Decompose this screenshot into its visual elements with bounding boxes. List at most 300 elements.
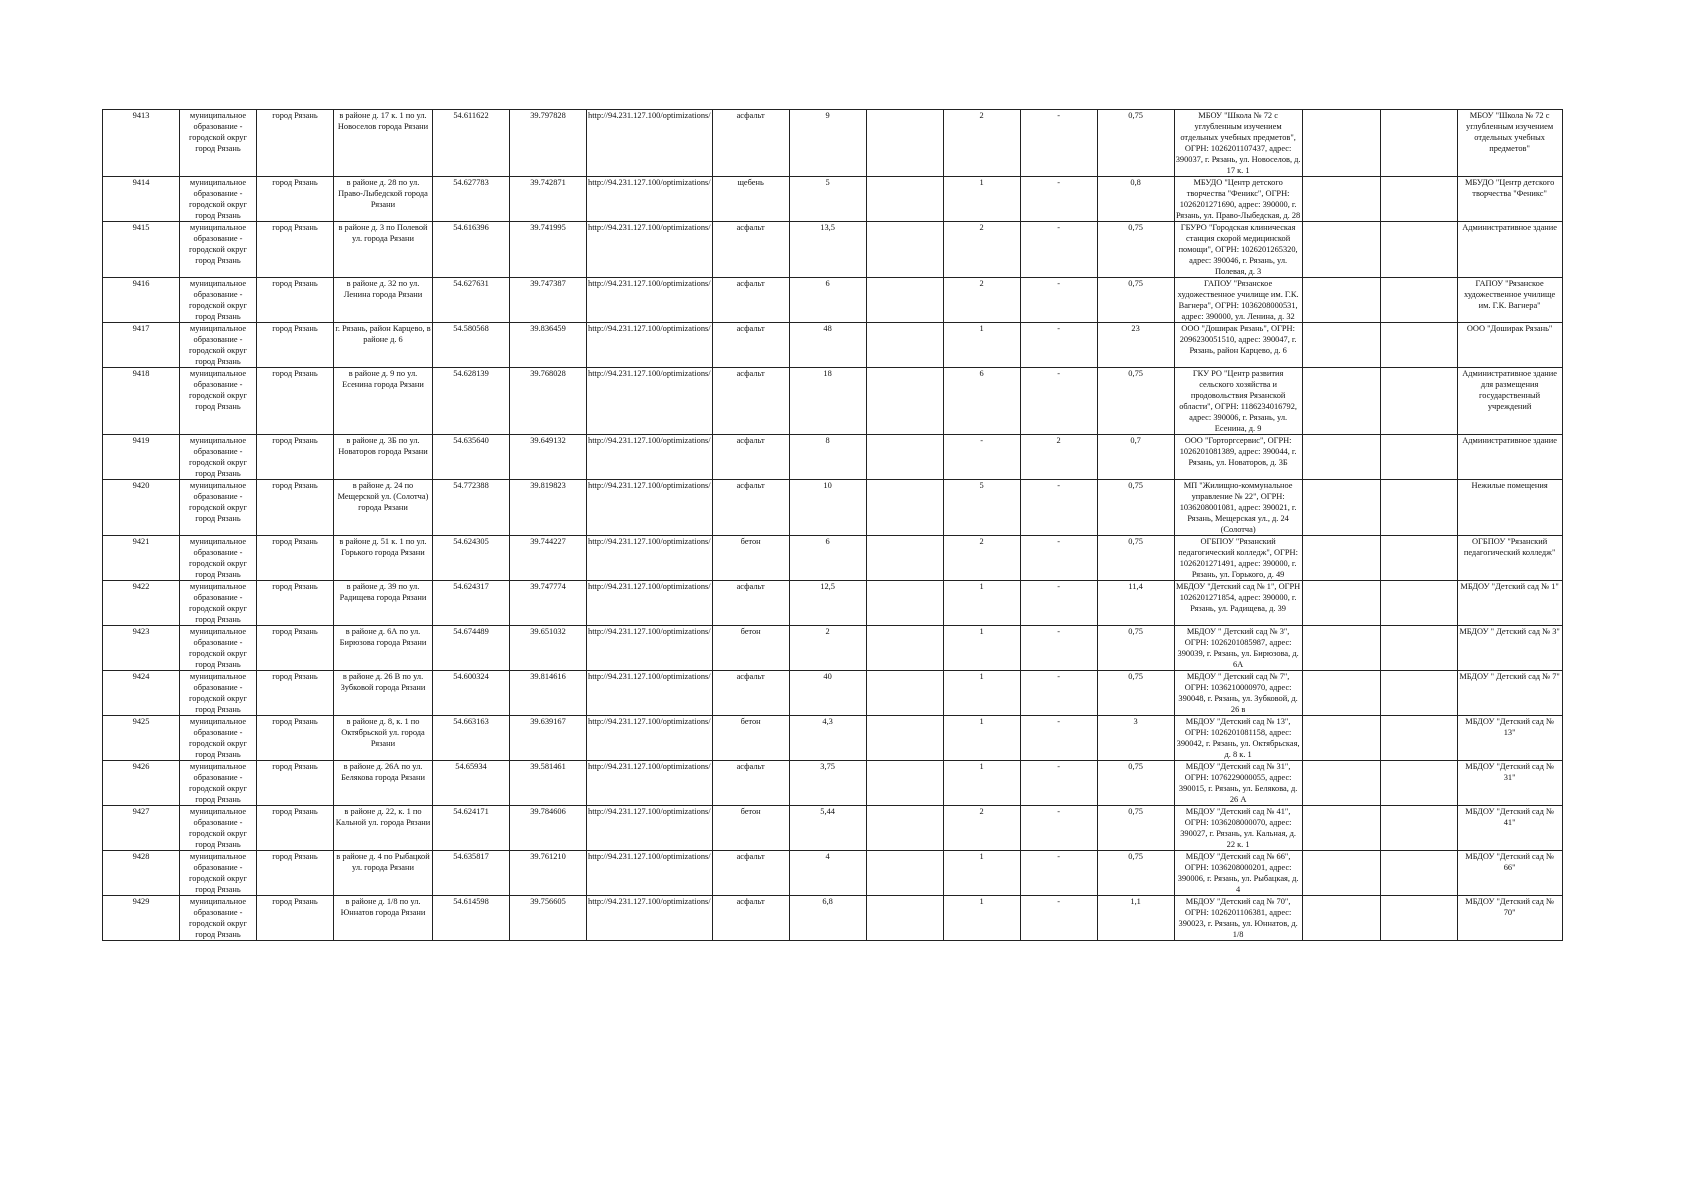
- volume-cell: 0,75: [1097, 480, 1174, 536]
- location-cell: в районе д. 6А по ул. Бирюзова города Рязани: [334, 626, 433, 671]
- empty-cell: [1380, 222, 1457, 278]
- empty-cell: [1302, 671, 1380, 716]
- count-cell: 2: [943, 806, 1020, 851]
- empty-cell: [1380, 896, 1457, 941]
- area-cell: 3,75: [789, 761, 866, 806]
- owner-cell: ГБУРО "Городская клиническая станция скорой медицинской помощи", ОГРН: 1026201265320, адрес: 390046, г. Рязань, ул. Полевая, д. 3: [1174, 222, 1302, 278]
- empty-cell: [1302, 896, 1380, 941]
- row-number: 9416: [103, 278, 180, 323]
- count-cell: 1: [943, 851, 1020, 896]
- empty-cell: [866, 222, 943, 278]
- area-cell: 6,8: [789, 896, 866, 941]
- count-cell: 2: [943, 110, 1020, 177]
- volume-cell: 0,75: [1097, 761, 1174, 806]
- volume-cell: 0,75: [1097, 110, 1174, 177]
- row-number: 9427: [103, 806, 180, 851]
- owner-cell: ОГБПОУ "Рязанский педагогический колледж", ОГРН: 1026201271491, адрес: 390000, г. Рязань, ул. Горького, д. 49: [1174, 536, 1302, 581]
- count-cell: -: [943, 435, 1020, 480]
- empty-cell: [866, 851, 943, 896]
- settlement-cell: город Рязань: [257, 222, 334, 278]
- longitude-cell: 39.797828: [510, 110, 587, 177]
- municipality-cell: муниципальное образование - городской округ город Рязань: [180, 323, 257, 368]
- volume-cell: 0,75: [1097, 222, 1174, 278]
- location-cell: в районе д. 24 по Мещерской ул. (Солотча) города Рязани: [334, 480, 433, 536]
- volume-cell: 3: [1097, 716, 1174, 761]
- municipality-cell: муниципальное образование - городской округ город Рязань: [180, 480, 257, 536]
- source-cell: МБДОУ " Детский сад № 7": [1457, 671, 1562, 716]
- count-cell-2: -: [1020, 177, 1097, 222]
- owner-cell: МБДОУ "Детский сад № 1", ОГРН 1026201271854, адрес: 390000, г. Рязань, ул. Радищева, д. 39: [1174, 581, 1302, 626]
- latitude-cell: 54.674489: [433, 626, 510, 671]
- source-cell: МБДОУ "Детский сад № 31": [1457, 761, 1562, 806]
- surface-cell: асфальт: [712, 110, 789, 177]
- surface-cell: асфальт: [712, 368, 789, 435]
- settlement-cell: город Рязань: [257, 671, 334, 716]
- table-row: [103, 716, 1563, 761]
- longitude-cell: 39.836459: [510, 323, 587, 368]
- area-cell: 9: [789, 110, 866, 177]
- empty-cell: [866, 278, 943, 323]
- area-cell: 4: [789, 851, 866, 896]
- link-cell: http://94.231.127.100/optimizations/: [587, 278, 713, 323]
- link-cell: http://94.231.127.100/optimizations/: [587, 806, 713, 851]
- count-cell-2: -: [1020, 368, 1097, 435]
- source-cell: ООО "Доширак Рязань": [1457, 323, 1562, 368]
- location-cell: в районе д. 26 В по ул. Зубковой города Рязани: [334, 671, 433, 716]
- row-number: 9420: [103, 480, 180, 536]
- surface-cell: бетон: [712, 626, 789, 671]
- empty-cell: [1380, 626, 1457, 671]
- volume-cell: 23: [1097, 323, 1174, 368]
- location-cell: в районе д. 51 к. 1 по ул. Горького города Рязани: [334, 536, 433, 581]
- location-cell: в районе д. 22, к. 1 по Кальной ул. города Рязани: [334, 806, 433, 851]
- municipality-cell: муниципальное образование - городской округ город Рязань: [180, 716, 257, 761]
- row-number: 9415: [103, 222, 180, 278]
- settlement-cell: город Рязань: [257, 716, 334, 761]
- latitude-cell: 54.614598: [433, 896, 510, 941]
- count-cell-2: -: [1020, 323, 1097, 368]
- municipality-cell: муниципальное образование - городской округ город Рязань: [180, 671, 257, 716]
- owner-cell: МБОУ "Школа № 72 с углубленным изучением отдельных учебных предметов", ОГРН: 1026201107437, адрес: 390037, г. Рязань, ул. Новоселов, д. 17 к. 1: [1175, 111, 1301, 175]
- longitude-cell: 39.761210: [510, 851, 587, 896]
- link-cell: http://94.231.127.100/optimizations/: [587, 581, 713, 626]
- link-cell: http://94.231.127.100/optimizations/: [587, 671, 713, 716]
- table-row: [103, 222, 1563, 278]
- empty-cell: [866, 761, 943, 806]
- table-row: [103, 626, 1563, 671]
- surface-cell: асфальт: [712, 851, 789, 896]
- empty-cell: [1302, 222, 1380, 278]
- count-cell-2: -: [1020, 480, 1097, 536]
- municipality-cell: муниципальное образование - городской округ город Рязань: [180, 368, 257, 435]
- count-cell-2: -: [1020, 536, 1097, 581]
- latitude-cell: 54.624317: [433, 581, 510, 626]
- table-row: [103, 177, 1563, 222]
- empty-cell: [866, 368, 943, 435]
- longitude-cell: 39.819823: [510, 480, 587, 536]
- longitude-cell: 39.756605: [510, 896, 587, 941]
- municipality-cell: муниципальное образование - городской округ город Рязань: [180, 851, 257, 896]
- table-row: [103, 896, 1563, 941]
- longitude-cell: 39.649132: [510, 435, 587, 480]
- latitude-cell: 54.627783: [433, 177, 510, 222]
- settlement-cell: город Рязань: [257, 626, 334, 671]
- owner-cell: МБДОУ " Детский сад № 7", ОГРН: 1036210000970, адрес: 390048, г. Рязань, ул. Зубковой, д. 26 в: [1174, 671, 1302, 716]
- registry-table: [102, 109, 1563, 941]
- empty-cell: [1302, 480, 1380, 536]
- empty-cell: [1302, 110, 1380, 177]
- count-cell-2: -: [1020, 222, 1097, 278]
- row-number: 9426: [103, 761, 180, 806]
- latitude-cell: 54.628139: [433, 368, 510, 435]
- source-cell: ОГБПОУ "Рязанский педагогический колледж": [1457, 536, 1562, 581]
- longitude-cell: 39.784606: [510, 806, 587, 851]
- empty-cell: [1302, 626, 1380, 671]
- count-cell-2: -: [1020, 851, 1097, 896]
- count-cell: 2: [943, 222, 1020, 278]
- latitude-cell: 54.663163: [433, 716, 510, 761]
- empty-cell: [1380, 716, 1457, 761]
- empty-cell: [1302, 536, 1380, 581]
- owner-cell: МБДОУ " Детский сад № 3", ОГРН: 1026201085987, адрес: 390039, г. Рязань, ул. Бирюзова, д. 6А: [1174, 626, 1302, 671]
- municipality-cell: муниципальное образование - городской округ город Рязань: [180, 581, 257, 626]
- link-cell: http://94.231.127.100/optimizations/: [587, 536, 713, 581]
- count-cell: 1: [943, 177, 1020, 222]
- empty-cell: [1302, 761, 1380, 806]
- source-cell: МБДОУ "Детский сад № 66": [1457, 851, 1562, 896]
- volume-cell: 0,75: [1097, 671, 1174, 716]
- link-cell: http://94.231.127.100/optimizations/: [587, 222, 713, 278]
- area-cell: 6: [789, 278, 866, 323]
- table-row: [103, 323, 1563, 368]
- municipality-cell: муниципальное образование - городской округ город Рязань: [180, 222, 257, 278]
- table-row: [103, 581, 1563, 626]
- empty-cell: [866, 323, 943, 368]
- volume-cell: 11,4: [1097, 581, 1174, 626]
- latitude-cell: 54.624305: [433, 536, 510, 581]
- count-cell-2: -: [1020, 896, 1097, 941]
- empty-cell: [1302, 368, 1380, 435]
- longitude-cell: 39.744227: [510, 536, 587, 581]
- row-number: 9428: [103, 851, 180, 896]
- area-cell: 4,3: [789, 716, 866, 761]
- source-cell: МБДОУ " Детский сад № 3": [1457, 626, 1562, 671]
- source-cell: Административное здание для размещения государственный учреждений: [1457, 368, 1562, 435]
- latitude-cell: 54.600324: [433, 671, 510, 716]
- latitude-cell: 54.616396: [433, 222, 510, 278]
- longitude-cell: 39.742871: [510, 177, 587, 222]
- table-row: [103, 110, 1563, 177]
- settlement-cell: город Рязань: [257, 480, 334, 536]
- longitude-cell: 39.747774: [510, 581, 587, 626]
- empty-cell: [866, 626, 943, 671]
- table-row: [103, 435, 1563, 480]
- empty-cell: [866, 896, 943, 941]
- municipality-cell: муниципальное образование - городской округ город Рязань: [180, 536, 257, 581]
- volume-cell: 0,75: [1097, 626, 1174, 671]
- empty-cell: [866, 480, 943, 536]
- owner-cell: МП "Жилищно-коммунальное управление № 22", ОГРН: 1036208001081, адрес: 390021, г. Рязань, Мещерская ул., д. 24 (Солотча): [1174, 480, 1302, 536]
- location-cell: в районе д. 17 к. 1 по ул. Новоселов города Рязани: [334, 110, 433, 177]
- count-cell-2: -: [1020, 761, 1097, 806]
- settlement-cell: город Рязань: [257, 761, 334, 806]
- link-cell: http://94.231.127.100/optimizations/: [587, 368, 713, 435]
- area-cell: 40: [789, 671, 866, 716]
- empty-cell: [1302, 716, 1380, 761]
- source-cell: ГАПОУ "Рязанское художественное училище им. Г.К. Вагнера": [1457, 278, 1562, 323]
- link-cell: http://94.231.127.100/optimizations/: [587, 626, 713, 671]
- table-row: [103, 368, 1563, 435]
- row-number: 9429: [103, 896, 180, 941]
- link-cell: http://94.231.127.100/optimizations/: [587, 896, 713, 941]
- table-row: [103, 761, 1563, 806]
- location-cell: в районе д. 39 по ул. Радищева города Рязани: [334, 581, 433, 626]
- location-cell: в районе д. 9 по ул. Есенина города Рязани: [334, 368, 433, 435]
- volume-cell: 0,75: [1097, 536, 1174, 581]
- area-cell: 5: [789, 177, 866, 222]
- owner-cell: МБДОУ "Детский сад № 70", ОГРН: 1026201106381, адрес: 390023, г. Рязань, ул. Юннатов, д. 1/8: [1174, 896, 1302, 941]
- longitude-cell: 39.814616: [510, 671, 587, 716]
- row-number: 9425: [103, 716, 180, 761]
- settlement-cell: город Рязань: [257, 435, 334, 480]
- source-cell: Нежилые помещения: [1457, 480, 1562, 536]
- count-cell-2: -: [1020, 581, 1097, 626]
- latitude-cell: 54.635640: [433, 435, 510, 480]
- link-cell: http://94.231.127.100/optimizations/: [587, 323, 713, 368]
- empty-cell: [866, 716, 943, 761]
- table-row: [103, 806, 1563, 851]
- owner-cell: МБДОУ "Детский сад № 41", ОГРН: 1036208000070, адрес: 390027, г. Рязань, ул. Кальная, д. 22 к. 1: [1174, 806, 1302, 851]
- volume-cell: 0,75: [1097, 368, 1174, 435]
- owner-cell: МБДОУ "Детский сад № 13", ОГРН: 1026201081158, адрес: 390042, г. Рязань, ул. Октябрьская, д. 8 к. 1: [1174, 716, 1302, 761]
- surface-cell: асфальт: [712, 896, 789, 941]
- municipality-cell: муниципальное образование - городской округ город Рязань: [180, 278, 257, 323]
- count-cell-2: -: [1020, 278, 1097, 323]
- municipality-cell: муниципальное образование - городской округ город Рязань: [180, 761, 257, 806]
- link-cell: http://94.231.127.100/optimizations/: [587, 851, 713, 896]
- surface-cell: асфальт: [712, 671, 789, 716]
- source-cell: МБДОУ "Детский сад № 41": [1457, 806, 1562, 851]
- empty-cell: [866, 806, 943, 851]
- count-cell-2: -: [1020, 110, 1097, 177]
- source-cell: МБУДО "Центр детского творчества "Феникс": [1457, 177, 1562, 222]
- area-cell: 12,5: [789, 581, 866, 626]
- empty-cell: [1302, 323, 1380, 368]
- count-cell: 1: [943, 581, 1020, 626]
- empty-cell: [1380, 323, 1457, 368]
- table-row: [103, 671, 1563, 716]
- row-number: 9413: [103, 110, 180, 177]
- count-cell: 6: [943, 368, 1020, 435]
- location-cell: в районе д. 8, к. 1 по Октябрьской ул. города Рязани: [334, 716, 433, 761]
- table-row: [103, 480, 1563, 536]
- municipality-cell: муниципальное образование - городской округ город Рязань: [180, 177, 257, 222]
- surface-cell: асфальт: [712, 435, 789, 480]
- volume-cell: 0,75: [1097, 851, 1174, 896]
- empty-cell: [1380, 110, 1457, 177]
- count-cell: 1: [943, 896, 1020, 941]
- empty-cell: [866, 110, 943, 177]
- location-cell: в районе д. 3Б по ул. Новаторов города Рязани: [334, 435, 433, 480]
- link-cell: http://94.231.127.100/optimizations/: [587, 177, 713, 222]
- link-cell: http://94.231.127.100/optimizations/: [587, 716, 713, 761]
- longitude-cell: 39.639167: [510, 716, 587, 761]
- settlement-cell: город Рязань: [257, 177, 334, 222]
- count-cell: 1: [943, 716, 1020, 761]
- settlement-cell: город Рязань: [257, 851, 334, 896]
- owner-cell: ООО "Горторгсервис", ОГРН: 1026201081389, адрес: 390044, г. Рязань, ул. Новаторов, д. 3Б: [1174, 435, 1302, 480]
- empty-cell: [1380, 671, 1457, 716]
- row-number: 9421: [103, 536, 180, 581]
- surface-cell: асфальт: [712, 323, 789, 368]
- longitude-cell: 39.747387: [510, 278, 587, 323]
- empty-cell: [1380, 536, 1457, 581]
- surface-cell: асфальт: [712, 222, 789, 278]
- table-body: [103, 110, 1563, 941]
- location-cell: в районе д. 26А по ул. Белякова города Рязани: [334, 761, 433, 806]
- empty-cell: [866, 671, 943, 716]
- volume-cell: 1,1: [1097, 896, 1174, 941]
- table-row: [103, 278, 1563, 323]
- location-cell: в районе д. 32 по ул. Ленина города Рязани: [334, 278, 433, 323]
- location-cell: в районе д. 3 по Полевой ул. города Рязани: [334, 222, 433, 278]
- table-row: [103, 536, 1563, 581]
- latitude-cell: 54.627631: [433, 278, 510, 323]
- empty-cell: [866, 581, 943, 626]
- location-cell: в районе д. 1/8 по ул. Юннатов города Рязани: [334, 896, 433, 941]
- settlement-cell: город Рязань: [257, 896, 334, 941]
- empty-cell: [1302, 435, 1380, 480]
- empty-cell: [1302, 177, 1380, 222]
- source-cell: МБДОУ "Детский сад № 13": [1457, 716, 1562, 761]
- count-cell: 1: [943, 671, 1020, 716]
- settlement-cell: город Рязань: [257, 581, 334, 626]
- empty-cell: [1302, 851, 1380, 896]
- empty-cell: [1380, 480, 1457, 536]
- longitude-cell: 39.741995: [510, 222, 587, 278]
- count-cell-2: 2: [1020, 435, 1097, 480]
- source-cell: МБДОУ "Детский сад № 70": [1457, 896, 1562, 941]
- count-cell-2: -: [1020, 716, 1097, 761]
- location-cell: г. Рязань, район Карцево, в районе д. 6: [334, 323, 433, 368]
- municipality-cell: муниципальное образование - городской округ город Рязань: [180, 110, 257, 177]
- settlement-cell: город Рязань: [257, 323, 334, 368]
- area-cell: 8: [789, 435, 866, 480]
- area-cell: 10: [789, 480, 866, 536]
- empty-cell: [1380, 851, 1457, 896]
- row-number: 9422: [103, 581, 180, 626]
- owner-cell: МБДОУ "Детский сад № 31", ОГРН: 1076229000055, адрес: 390015, г. Рязань, ул. Белякова, д. 26 А: [1174, 761, 1302, 806]
- settlement-cell: город Рязань: [257, 806, 334, 851]
- area-cell: 5,44: [789, 806, 866, 851]
- empty-cell: [866, 536, 943, 581]
- municipality-cell: муниципальное образование - городской округ город Рязань: [180, 806, 257, 851]
- surface-cell: асфальт: [712, 480, 789, 536]
- table-row: [103, 851, 1563, 896]
- empty-cell: [1302, 278, 1380, 323]
- count-cell: 1: [943, 626, 1020, 671]
- latitude-cell: 54.772388: [433, 480, 510, 536]
- area-cell: 13,5: [789, 222, 866, 278]
- latitude-cell: 54.611622: [433, 110, 510, 177]
- surface-cell: асфальт: [712, 278, 789, 323]
- link-cell: http://94.231.127.100/optimizations/: [587, 435, 713, 480]
- volume-cell: 0,75: [1097, 278, 1174, 323]
- row-number: 9414: [103, 177, 180, 222]
- source-cell: Административное здание: [1457, 222, 1562, 278]
- row-number: 9419: [103, 435, 180, 480]
- latitude-cell: 54.65934: [433, 761, 510, 806]
- row-number: 9417: [103, 323, 180, 368]
- volume-cell: 0,75: [1097, 806, 1174, 851]
- area-cell: 2: [789, 626, 866, 671]
- link-cell: http://94.231.127.100/optimizations/: [587, 110, 713, 177]
- longitude-cell: 39.581461: [510, 761, 587, 806]
- document-page: [102, 109, 1563, 941]
- surface-cell: бетон: [712, 536, 789, 581]
- longitude-cell: 39.651032: [510, 626, 587, 671]
- latitude-cell: 54.635817: [433, 851, 510, 896]
- municipality-cell: муниципальное образование - городской округ город Рязань: [180, 896, 257, 941]
- area-cell: 48: [789, 323, 866, 368]
- surface-cell: бетон: [712, 806, 789, 851]
- count-cell-2: -: [1020, 671, 1097, 716]
- owner-cell: МБУДО "Центр детского творчества "Феникс", ОГРН: 1026201271690, адрес: 390000, г. Рязань, ул. Право-Лыбедская, д. 28: [1175, 178, 1301, 220]
- count-cell: 2: [943, 536, 1020, 581]
- location-cell: в районе д. 28 по ул. Право-Лыбедской города Рязани: [334, 177, 433, 222]
- empty-cell: [1302, 806, 1380, 851]
- empty-cell: [1302, 581, 1380, 626]
- surface-cell: бетон: [712, 716, 789, 761]
- empty-cell: [1380, 435, 1457, 480]
- link-cell: http://94.231.127.100/optimizations/: [587, 480, 713, 536]
- link-cell: http://94.231.127.100/optimizations/: [587, 761, 713, 806]
- empty-cell: [1380, 581, 1457, 626]
- owner-cell: ГКУ РО "Центр развития сельского хозяйства и продовольствия Рязанской области", ОГРН: 1186234016792, адрес: 390006, г. Рязань, ул. Есенина, д. 9: [1174, 368, 1302, 435]
- count-cell: 5: [943, 480, 1020, 536]
- count-cell-2: -: [1020, 806, 1097, 851]
- area-cell: 6: [789, 536, 866, 581]
- count-cell-2: -: [1020, 626, 1097, 671]
- owner-cell: ООО "Доширак Рязань", ОГРН: 2096230051510, адрес: 390047, г. Рязань, район Карцево, д. 6: [1174, 323, 1302, 368]
- empty-cell: [1380, 278, 1457, 323]
- source-cell: Административное здание: [1457, 435, 1562, 480]
- count-cell: 1: [943, 323, 1020, 368]
- settlement-cell: город Рязань: [257, 110, 334, 177]
- municipality-cell: муниципальное образование - городской округ город Рязань: [180, 626, 257, 671]
- location-cell: в районе д. 4 по Рыбацкой ул. города Рязани: [334, 851, 433, 896]
- municipality-cell: муниципальное образование - городской округ город Рязань: [180, 435, 257, 480]
- surface-cell: щебень: [712, 177, 789, 222]
- empty-cell: [1380, 761, 1457, 806]
- count-cell: 2: [943, 278, 1020, 323]
- settlement-cell: город Рязань: [257, 368, 334, 435]
- area-cell: 18: [789, 368, 866, 435]
- source-cell: МБОУ "Школа № 72 с углубленным изучением отдельных учебных предметов": [1457, 110, 1562, 177]
- empty-cell: [866, 435, 943, 480]
- latitude-cell: 54.580568: [433, 323, 510, 368]
- row-number: 9418: [103, 368, 180, 435]
- settlement-cell: город Рязань: [257, 536, 334, 581]
- owner-cell: МБДОУ "Детский сад № 66", ОГРН: 1036208000201, адрес: 390006, г. Рязань, ул. Рыбацкая, д. 4: [1174, 851, 1302, 896]
- empty-cell: [1380, 368, 1457, 435]
- empty-cell: [1380, 177, 1457, 222]
- source-cell: МБДОУ "Детский сад № 1": [1457, 581, 1562, 626]
- row-number: 9423: [103, 626, 180, 671]
- latitude-cell: 54.624171: [433, 806, 510, 851]
- owner-cell: ГАПОУ "Рязанское художественное училище им. Г.К. Вагнера", ОГРН: 1036208000531, адрес: 390000, ул. Ленина, д. 32: [1174, 278, 1302, 323]
- row-number: 9424: [103, 671, 180, 716]
